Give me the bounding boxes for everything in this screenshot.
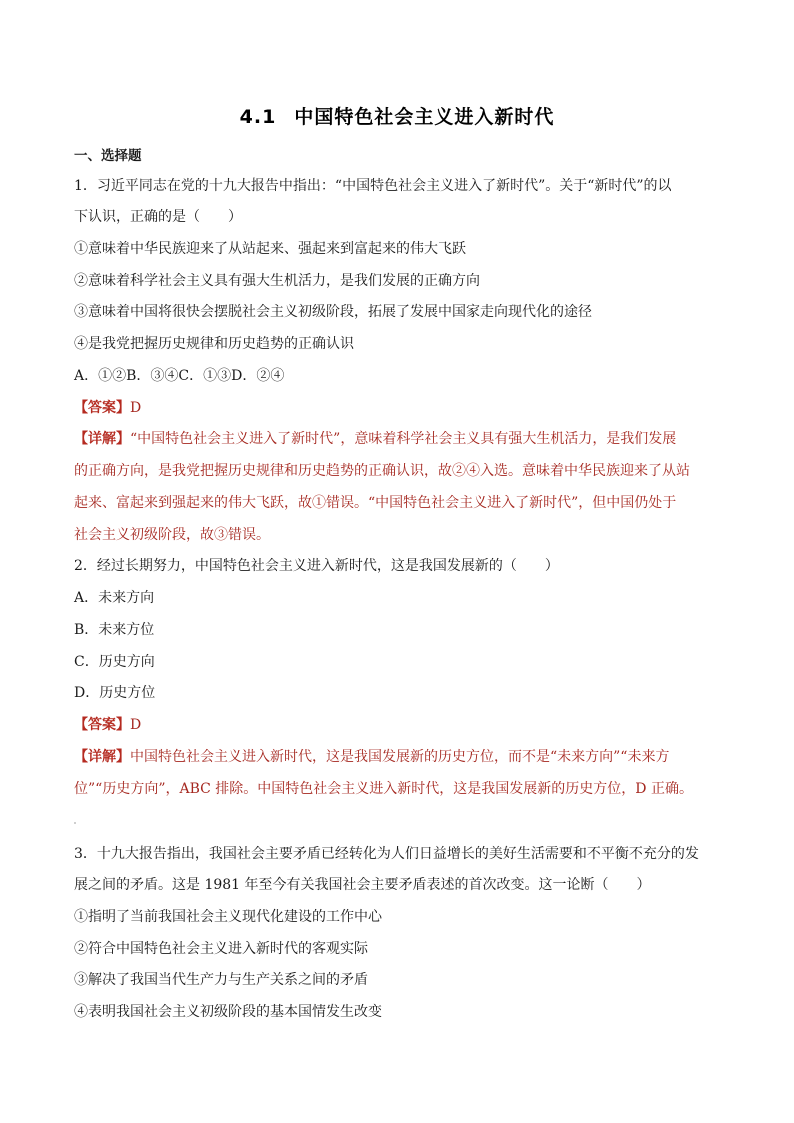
q3-stem-line1: 3．十九大报告指出，我国社会主要矛盾已经转化为人们日益增长的美好生活需要和不平衡不充分的发	[74, 846, 699, 862]
q1-stem-line1: 1．习近平同志在党的十九大报告中指出：“中国特色社会主义进入了新时代”。关于“新时代”的以	[74, 178, 672, 194]
q1-item-2: ②意味着科学社会主义具有强大生机活力，是我们发展的正确方向	[74, 273, 480, 289]
q3-item-3: ③解决了我国当代生产力与生产关系之间的矛盾	[74, 972, 368, 988]
q2-detail-tag: 【详解】	[74, 749, 130, 765]
q2-option-b: B．未来方位	[74, 622, 155, 638]
section-heading: 一、选择题	[74, 148, 142, 164]
q1-item-1: ①意味着中华民族迎来了从站起来、强起来到富起来的伟大飞跃	[74, 241, 466, 257]
q1-detail-line3: 起来、富起来到强起来的伟大飞跃，故①错误。“中国特色社会主义进入了新时代”，但中国仍处于	[74, 495, 677, 511]
q3-item-1: ①指明了当前我国社会主义现代化建设的工作中心	[74, 909, 382, 925]
q1-detail-line1	[74, 429, 734, 449]
q1-detail-text1: “中国特色社会主义进入了新时代”，意味着科学社会主义具有强大生机活力，是我们发展	[130, 431, 677, 447]
q2-option-c: C．历史方向	[74, 654, 155, 670]
q1-stem-line2: 下认识，正确的是（ ）	[74, 209, 242, 225]
q1-answer-value: D	[130, 400, 142, 416]
q2-detail-line2: 位”“历史方向”，ABC 排除。中国特色社会主义进入新时代，这是我国发展新的历史方位，D 正确。	[74, 781, 693, 797]
q2-detail-line1	[74, 747, 734, 767]
q1-detail-tag: 【详解】	[74, 431, 130, 447]
q3-item-4: ④表明我国社会主义初级阶段的基本国情发生改变	[74, 1004, 382, 1020]
q2-option-d: D．历史方位	[74, 685, 156, 701]
q1-item-4: ④是我党把握历史规律和历史趋势的正确认识	[74, 336, 354, 352]
page-title	[0, 102, 794, 129]
q3-item-2: ②符合中国特色社会主义进入新时代的客观实际	[74, 941, 368, 957]
title-number: 4.1	[239, 106, 277, 128]
q1-options: A．①②B．③④C．①③D．②④	[74, 368, 285, 384]
q3-stem-line2: 展之间的矛盾。这是 1981 年至今有关我国社会主要矛盾表述的首次改变。这一论断（ ）	[74, 877, 651, 893]
title-text: 中国特色社会主义进入新时代	[294, 106, 555, 128]
q2-answer-tag: 【答案】	[74, 717, 130, 733]
q1-detail-line4: 社会主义初级阶段，故③错误。	[74, 527, 270, 543]
separator-dot	[74, 822, 76, 824]
q1-answer-tag: 【答案】	[74, 400, 130, 416]
q1-answer	[74, 398, 734, 418]
q2-stem: 2．经过长期努力，中国特色社会主义进入新时代，这是我国发展新的（ ）	[74, 558, 559, 574]
q2-answer-value: D	[130, 717, 142, 733]
q2-option-a: A．未来方向	[74, 590, 155, 606]
q2-answer	[74, 715, 734, 735]
q2-detail-text1: 中国特色社会主义进入新时代，这是我国发展新的历史方位，而不是“未来方向”“未来方	[130, 749, 670, 765]
q1-detail-line2: 的正确方向，是我党把握历史规律和历史趋势的正确认识，故②④入选。意味着中华民族迎来了从站	[74, 463, 690, 479]
q1-item-3: ③意味着中国将很快会摆脱社会主义初级阶段，拓展了发展中国家走向现代化的途径	[74, 304, 592, 320]
